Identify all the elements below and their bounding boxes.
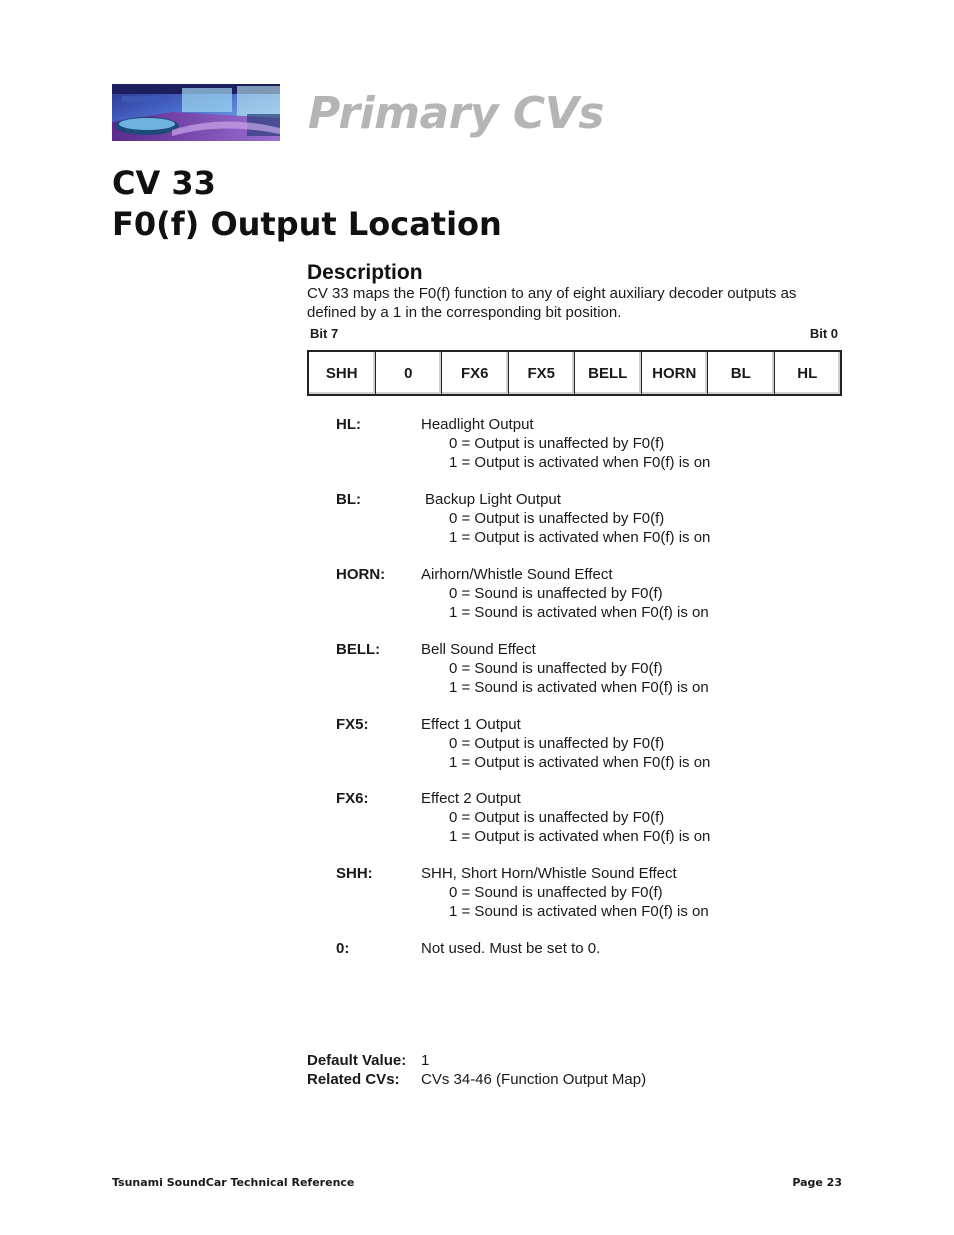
bit-option: 0 = Output is unaffected by F0(f): [449, 510, 665, 527]
bit-title: Not used. Must be set to 0.: [421, 940, 601, 957]
default-value-label: Default Value:: [307, 1052, 407, 1069]
bit-title: Effect 1 Output: [421, 716, 521, 733]
bit-option: 1 = Sound is activated when F0(f) is on: [449, 679, 709, 696]
bit-title: Headlight Output: [421, 416, 534, 433]
bit-option: 0 = Output is unaffected by F0(f): [449, 809, 665, 826]
related-cvs-value: CVs 34-46 (Function Output Map): [421, 1071, 647, 1088]
bit-title: Airhorn/Whistle Sound Effect: [421, 566, 613, 583]
bit-option: 0 = Sound is unaffected by F0(f): [449, 585, 663, 602]
bit-term: HL:: [336, 416, 361, 433]
bit-title: Bell Sound Effect: [421, 641, 536, 658]
bit-cell-4: FX5: [508, 352, 575, 394]
bit-option: 1 = Output is activated when F0(f) is on: [449, 828, 711, 845]
related-cvs-label: Related CVs:: [307, 1071, 400, 1088]
bit-term: SHH:: [336, 865, 373, 882]
header-photo: [112, 84, 280, 141]
bit-option: 1 = Sound is activated when F0(f) is on: [449, 903, 709, 920]
bit-term: HORN:: [336, 566, 386, 583]
bit-option: 1 = Output is activated when F0(f) is on: [449, 454, 711, 471]
bit-term: FX6:: [336, 790, 369, 807]
locomotive-interior-photo-icon: [112, 84, 280, 141]
bit-term: 0:: [336, 940, 350, 957]
bit-cell-2: HORN: [641, 352, 708, 394]
footer-page-number: Page 23: [792, 1176, 842, 1189]
description-text: CV 33 maps the F0(f) function to any of eight auxiliary decoder outputs as defined by a 1 in the corresponding bit position.: [307, 285, 797, 321]
bit-cell-5: FX6: [441, 352, 508, 394]
bit-cell-7: SHH: [309, 352, 375, 394]
cv-heading: [112, 163, 502, 245]
section-title: Primary CVs: [308, 88, 604, 139]
bit-cell-3: BELL: [574, 352, 641, 394]
bit-option: 0 = Sound is unaffected by F0(f): [449, 884, 663, 901]
cv-name: F0(f) Output Location: [112, 205, 502, 243]
bit-7-label: Bit 7: [310, 326, 339, 341]
bit-term: BL:: [336, 491, 361, 508]
bit-cell-1: BL: [707, 352, 774, 394]
bit-cell-0: HL: [774, 352, 841, 394]
bit-0-label: Bit 0: [809, 326, 838, 341]
bit-term: BELL:: [336, 641, 381, 658]
bit-option: 1 = Output is activated when F0(f) is on: [449, 529, 711, 546]
cv-number: CV 33: [112, 164, 216, 202]
description-heading: Description: [307, 261, 423, 284]
bit-term: FX5:: [336, 716, 369, 733]
bit-title: Backup Light Output: [425, 491, 561, 508]
bit-table: [307, 350, 842, 396]
footer-doc-title: Tsunami SoundCar Technical Reference: [112, 1176, 355, 1189]
bit-option: 1 = Sound is activated when F0(f) is on: [449, 604, 709, 621]
bit-option: 0 = Output is unaffected by F0(f): [449, 735, 665, 752]
bit-option: 0 = Sound is unaffected by F0(f): [449, 660, 663, 677]
bit-option: 0 = Output is unaffected by F0(f): [449, 435, 665, 452]
default-value: 1: [421, 1052, 430, 1069]
bit-title: SHH, Short Horn/Whistle Sound Effect: [421, 865, 677, 882]
bit-cell-6: 0: [375, 352, 442, 394]
bit-title: Effect 2 Output: [421, 790, 521, 807]
bit-option: 1 = Output is activated when F0(f) is on: [449, 754, 711, 771]
